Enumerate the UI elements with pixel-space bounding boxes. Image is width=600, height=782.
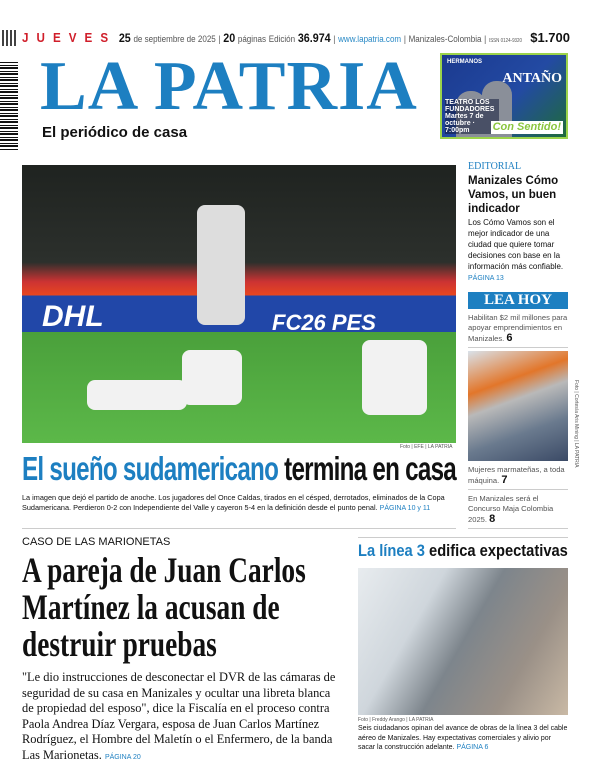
divider (468, 528, 568, 529)
tagline: El periódico de casa (42, 124, 188, 141)
editorial-body: Los Cómo Vamos son el mejor indicador de una ciudad que quiere tomar decisiones con base en la información más confiable. PÁGINA 13 (468, 218, 564, 282)
divider (358, 537, 568, 538)
editorial-label: EDITORIAL (468, 161, 522, 172)
dateline: JUEVES 25 de septiembre de 2025 | 20 páginas Edición 36.974 | www.lapatria.com | Manizales-Colombia | ISSN 0124-9320 (22, 30, 523, 45)
linea3-headline[interactable]: La línea 3 edifica expectativas (358, 541, 568, 560)
lea-hoy-item[interactable]: En Manizales será el Concurso Maja Colombia 2025. 8 (468, 494, 554, 525)
editorial-title[interactable]: Manizales Cómo Vamos, un buen indicador (468, 175, 559, 215)
lead-caption: La imagen que dejó el partido de anoche. Los jugadores del Once Caldas, tirados en el césped, derrotados, eliminados de la Copa Sudamericana. Perdieron 0-2 con Independiente del Valle y cayeron 5-4 en la definición desde el punto penal. PÁGINA 10 y 11 (22, 493, 445, 512)
advertisement[interactable]: HERMANOS ANTAÑO TEATRO LOS FUNDADORES Martes 7 de octubre · 7:00pm Con Sentido! (440, 53, 568, 139)
linea3-caption: Seis ciudadanos opinan del avance de obras de la línea 3 del cable aéreo de Manizales. Hay expectativas comerciales y alivio por sacar la construcción adelante. PÁGINA 6 (358, 725, 568, 751)
story-kicker: CASO DE LAS MARIONETAS (22, 536, 171, 548)
barcode (0, 62, 18, 150)
lea-hoy-item[interactable]: Mujeres marmateñas, a toda máquina. 7 (468, 465, 565, 486)
page-ref[interactable]: PÁGINA 10 y 11 (379, 504, 431, 512)
lea-hoy-header: LEA HOY (468, 292, 568, 309)
lead-photo[interactable]: DHL FC26 PES (22, 165, 456, 443)
website-link[interactable]: www.lapatria.com (338, 34, 402, 44)
cable-station-photo[interactable] (358, 568, 568, 715)
divider (468, 489, 568, 490)
photo-credit: Foto | Freddy Arango | LA PATRIA (358, 717, 434, 723)
lea-hoy-item[interactable]: Habilitan $2 mil millones para apoyar emprendimientos en Manizales. 6 (468, 313, 568, 344)
story-body: "Le dio instrucciones de desconectar el DVR de las cámaras de seguridad de su casa en Manizales y ocultar una libreta blanca de propiedad del esposo", dice la Fiscalía en el proceso contra Paola Andrea Díaz Vergara, esposa de Juan Carlos Martínez Rodríguez, el Hombre del Maletín o el Enfermero, de la banda Las Marionetas. PÁGINA 20 (22, 670, 336, 762)
price: $1.700 (530, 30, 570, 45)
story-headline[interactable]: A pareja de Juan Carlos Martínez la acusan de destruir pruebas (22, 550, 306, 664)
divider (468, 347, 568, 348)
photo-credit: Foto | Cortesía Aris Mining | LA PATRIA (573, 380, 579, 468)
lead-headline[interactable]: El sueño sudamericano termina en casa (22, 450, 457, 487)
qr-code (2, 30, 18, 46)
newspaper-logo: LA PATRIA (40, 48, 418, 125)
divider (22, 528, 456, 529)
sidebar (468, 161, 568, 529)
photo-credit: Foto | EFE | LA PATRIA (400, 444, 453, 450)
miners-photo[interactable] (468, 351, 568, 461)
